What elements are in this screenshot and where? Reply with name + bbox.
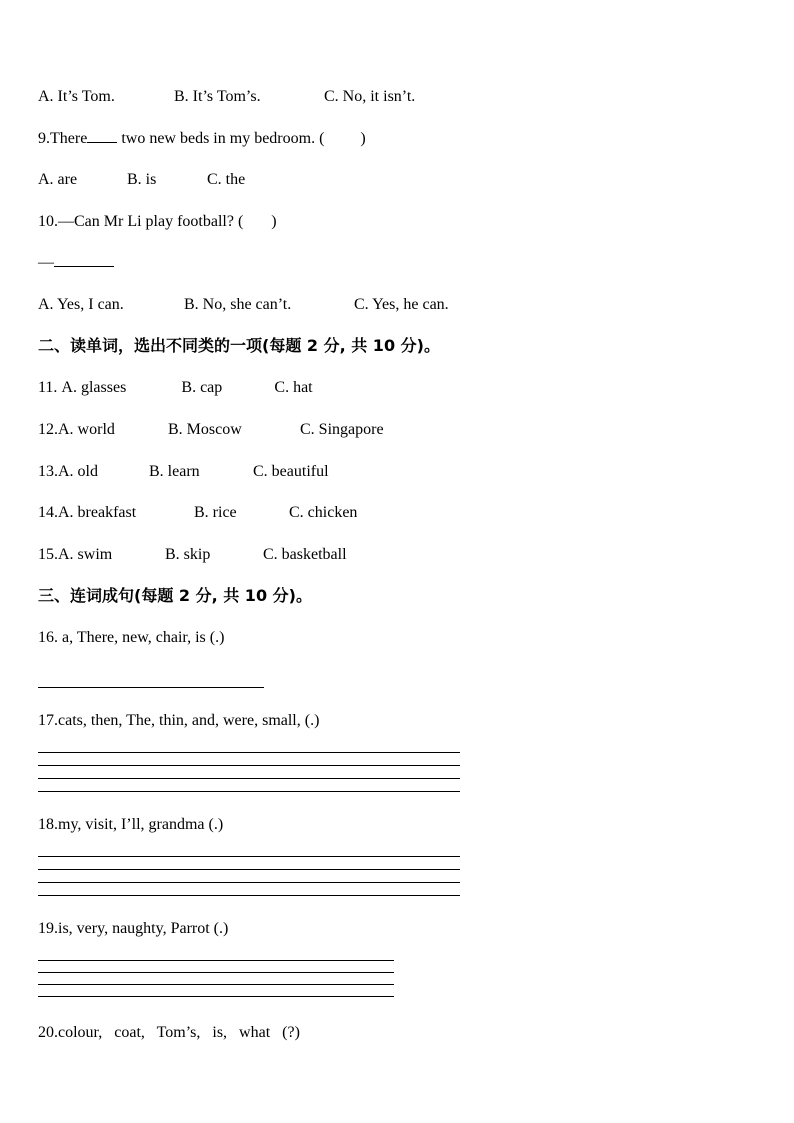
q8-option-b[interactable]: B. It’s Tom’s. (174, 88, 261, 105)
q16-answer-line[interactable] (38, 687, 264, 688)
q17-answer-line-1[interactable] (38, 752, 460, 753)
q9-option-b[interactable]: B. is (127, 171, 157, 188)
q11-option-a[interactable]: A. glasses (61, 379, 127, 396)
q8-option-c[interactable]: C. No, it isn’t. (324, 88, 416, 105)
q18-answer-line-3[interactable] (38, 882, 460, 883)
q18-answer-line-4[interactable] (38, 895, 460, 896)
q11-option-b[interactable]: B. cap (181, 379, 223, 396)
q14-option-b[interactable]: B. rice (194, 504, 237, 521)
q18-prompt: 18.my, visit, I’ll, grandma (.) (38, 816, 224, 833)
q13-number: 13. (38, 463, 58, 480)
q15-option-a[interactable]: A. swim (58, 546, 113, 563)
q13-row (38, 462, 329, 482)
q8-options (38, 87, 415, 107)
q9-option-c[interactable]: C. the (207, 171, 246, 188)
q9-options (38, 170, 245, 190)
q10-option-c[interactable]: C. Yes, he can. (354, 296, 449, 313)
q10-blank[interactable] (54, 266, 114, 267)
q8-option-a[interactable]: A. It’s Tom. (38, 88, 115, 105)
q12-number: 12. (38, 421, 58, 438)
q9-close: ) (360, 130, 366, 147)
q19-answer-line-4[interactable] (38, 996, 394, 997)
q12-option-b[interactable]: B. Moscow (168, 421, 242, 438)
q15-option-c[interactable]: C. basketball (263, 546, 347, 563)
q15-number: 15. (38, 546, 58, 563)
q9-option-a[interactable]: A. are (38, 171, 78, 188)
q17-answer-line-3[interactable] (38, 778, 460, 779)
q17-answer-line-4[interactable] (38, 791, 460, 792)
q19-prompt: 19.is, very, naughty, Parrot (.) (38, 920, 229, 937)
q13-option-b[interactable]: B. learn (149, 463, 200, 480)
q14-row (38, 503, 357, 523)
q18-answer-line-2[interactable] (38, 869, 460, 870)
q19-answer-line-3[interactable] (38, 984, 394, 985)
section2-title: 二、读单词，选出不同类的一项(每题 2 分, 共 10 分)。 (38, 336, 440, 355)
q19-answer-line-1[interactable] (38, 960, 394, 961)
q10-option-b[interactable]: B. No, she can’t. (184, 296, 292, 313)
q18-answer-line-1[interactable] (38, 856, 460, 857)
q10-close: ) (271, 213, 277, 230)
q14-option-c[interactable]: C. chicken (289, 504, 358, 521)
q13-option-c[interactable]: C. beautiful (253, 463, 329, 480)
q9-suffix: two new beds in my bedroom. ( (117, 130, 325, 147)
q19-answer-line-2[interactable] (38, 972, 394, 973)
q15-option-b[interactable]: B. skip (165, 546, 211, 563)
q12-option-a[interactable]: A. world (58, 421, 115, 438)
q10-option-a[interactable]: A. Yes, I can. (38, 296, 124, 313)
q10-response (38, 253, 114, 273)
q14-number: 14. (38, 504, 58, 521)
q12-row (38, 420, 384, 440)
q10-dash: — (38, 254, 54, 271)
q10-question (38, 212, 277, 232)
section3-title: 三、连词成句(每题 2 分, 共 10 分)。 (38, 586, 312, 605)
q9-prefix: 9.There (38, 130, 88, 147)
q13-option-a[interactable]: A. old (58, 463, 98, 480)
q15-row (38, 545, 347, 565)
q11-number: 11. (38, 379, 58, 396)
q14-option-a[interactable]: A. breakfast (58, 504, 137, 521)
q10-text: 10.—Can Mr Li play football? ( (38, 213, 244, 230)
q9-question (38, 129, 366, 149)
q11-option-c[interactable]: C. hat (274, 379, 313, 396)
q10-options (38, 295, 449, 315)
q20-prompt: 20.colour, coat, Tom’s, is, what (?) (38, 1024, 300, 1041)
q16-prompt: 16. a, There, new, chair, is (.) (38, 629, 225, 646)
q17-prompt: 17.cats, then, The, thin, and, were, small, (.) (38, 712, 320, 729)
q11-row (38, 378, 313, 398)
q17-answer-line-2[interactable] (38, 765, 460, 766)
q9-blank[interactable] (87, 142, 117, 143)
q12-option-c[interactable]: C. Singapore (300, 421, 384, 438)
